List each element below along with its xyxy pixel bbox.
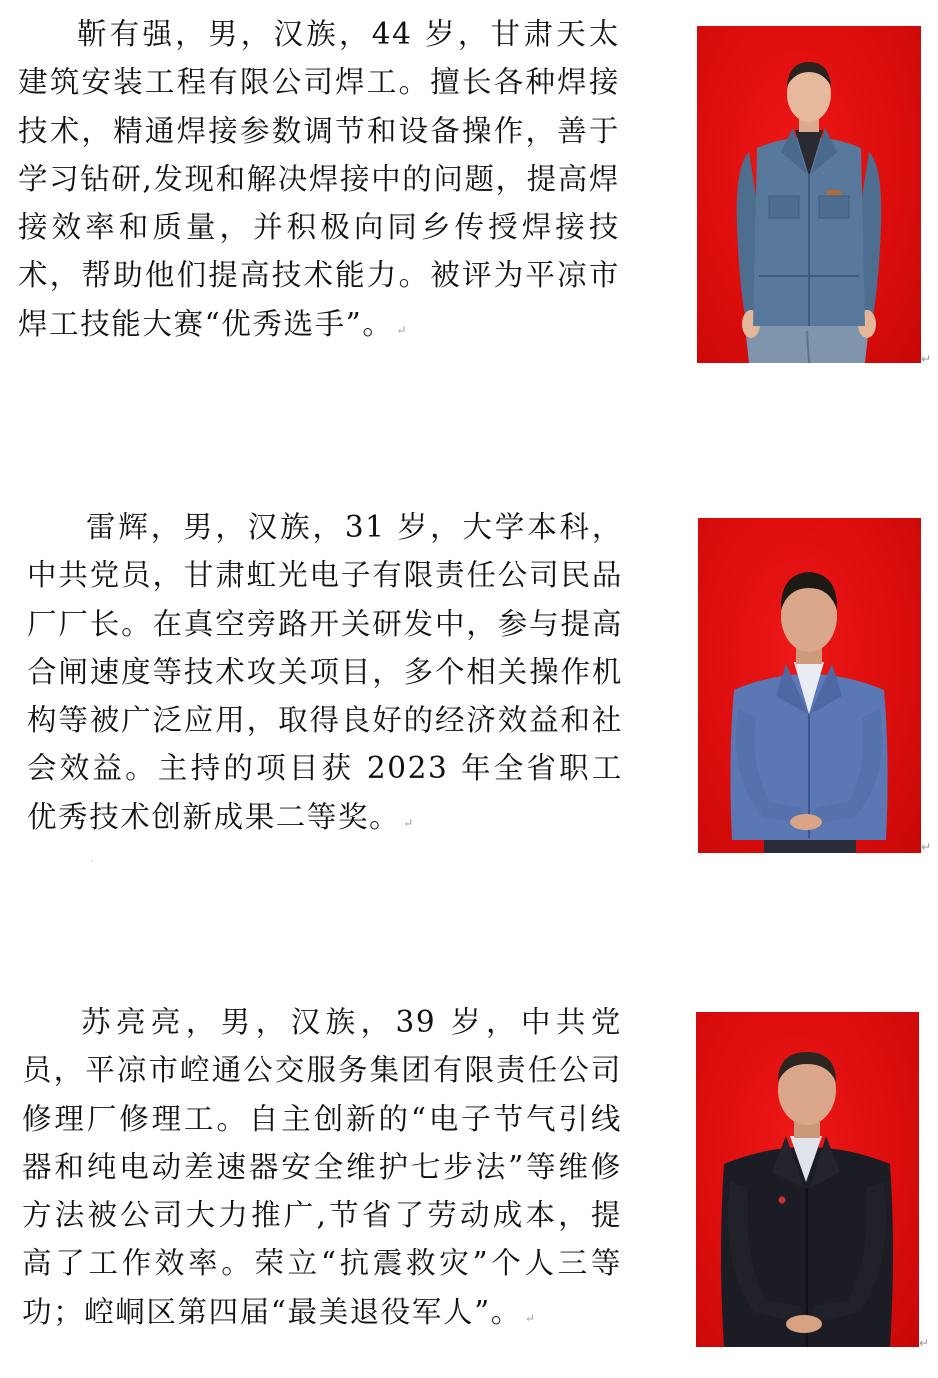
profile-2-bio: 雷辉，男，汉族，31 岁，大学本科，中共党员，甘肃虹光电子有限责任公司民品厂厂长。在真空旁路开关研发中，参与提高合闸速度等技术攻关项目，多个相关操作机构等被广泛应用，取得良好的经济效益和社会效益。主持的项目获 2023 年全省职工优秀技术创新成果二等奖。 ↵ bbox=[27, 510, 623, 834]
profile-3-photo bbox=[696, 1012, 919, 1347]
paragraph-mark: ↵ bbox=[524, 1310, 535, 1325]
photo-1-mark: ↵ bbox=[921, 352, 932, 366]
photo-3-mark: ↵ bbox=[919, 1336, 930, 1350]
man-in-dark-jacket-portrait bbox=[696, 1012, 919, 1347]
profile-3-bio: 苏亮亮，男，汉族，39 岁，中共党员，平凉市崆通公交服务集团有限责任公司修理厂修理工。自主创新的“电子节气引线器和纯电动差速器安全维护七步法”等维修方法被公司大力推广,节省了劳动成本，提高了工作效率。荣立“抗震救灾”个人三等功；崆峒区第四届“最美退役军人”。 ↵ bbox=[22, 1005, 622, 1329]
profile-1-photo bbox=[697, 26, 921, 363]
man-in-blue-work-jacket-portrait bbox=[698, 518, 921, 853]
photo-2-mark: ↵ bbox=[921, 840, 932, 854]
profile-2-photo bbox=[698, 518, 921, 853]
paragraph-mark: ↵ bbox=[396, 322, 407, 337]
empty-paragraph-mark: ⸱ bbox=[91, 856, 94, 867]
paragraph-mark: ↵ bbox=[403, 815, 414, 830]
man-in-denim-jacket-portrait bbox=[697, 26, 921, 363]
profile-1-bio: 靳有强，男，汉族，44 岁，甘肃天太建筑安装工程有限公司焊工。擅长各种焊接技术，精通焊接参数调节和设备操作，善于学习钻研,发现和解决焊接中的问题，提高焊接效率和质量，并积极向同乡传授焊接技术，帮助他们提高技术能力。被评为平凉市焊工技能大赛“优秀选手”。 ↵ bbox=[18, 17, 620, 341]
